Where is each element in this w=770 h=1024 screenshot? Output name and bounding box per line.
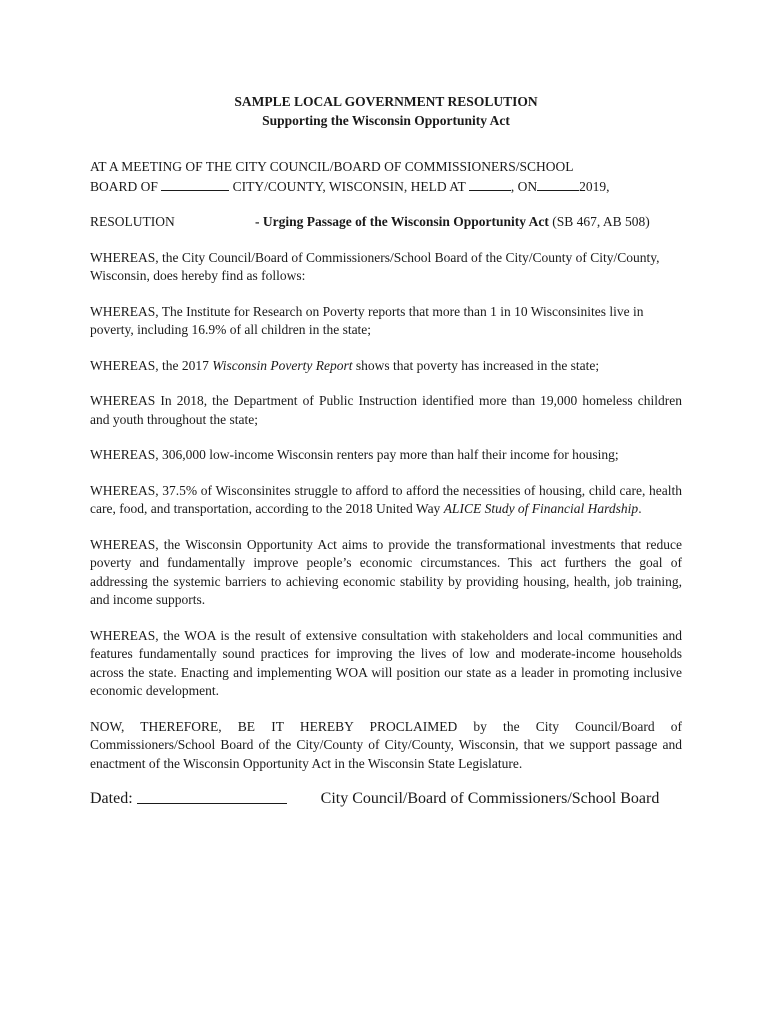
whereas-paragraph-2: WHEREAS, The Institute for Research on Poverty reports that more than 1 in 10 Wisconsinites live in poverty, including 16.9% of all children in the state; — [90, 303, 644, 337]
whereas-paragraph-5: WHEREAS, 306,000 low-income Wisconsin renters pay more than half their income for housing; — [90, 447, 619, 462]
whereas-3-end: shows that poverty has increased in the state; — [355, 357, 600, 373]
board-name-blank — [161, 177, 229, 191]
signature-line — [90, 790, 682, 808]
meeting-line-1: AT A MEETING OF THE CITY COUNCIL/BOARD OF COMMISSIONERS/SCHOOL — [90, 159, 574, 174]
resolution-label: RESOLUTION — [90, 214, 175, 229]
whereas-paragraph-8: WHEREAS, the WOA is the result of extensive consultation with stakeholders and local communities and features fundamentally sound practices for improving the lives of low and moderate-income households across the state. Enacting and implementing WOA will position our state as a leader in promoting inclusive economic development. — [90, 627, 682, 698]
resolution-bills: (SB 467, AB 508) — [552, 214, 650, 229]
whereas-3-start: WHEREAS, the 2017 — [90, 357, 209, 373]
meeting-line-2a: BOARD OF — [90, 178, 158, 194]
whereas-6-end: . — [638, 501, 642, 516]
poverty-report-title: Wisconsin Poverty Report — [212, 357, 353, 373]
resolution-title: - Urging Passage of the Wisconsin Opportunity Act — [255, 214, 549, 229]
whereas-6-start: WHEREAS, 37.5% of Wisconsinites struggle to afford to afford the necessities of housing, child care, health care, food, and transportation, according to the 2018 United Way — [90, 482, 682, 516]
dated-blank — [137, 790, 287, 804]
meeting-line-2b: CITY/COUNTY, WISCONSIN, HELD AT — [232, 178, 466, 194]
whereas-paragraph-1: WHEREAS, the City Council/Board of Commissioners/School Board of the City/County of City/County, Wisconsin, does hereby find as follows: — [90, 249, 660, 283]
proclamation-paragraph: NOW, THEREFORE, BE IT HEREBY PROCLAIMED by the City Council/Board of Commissioners/School Board of the City/County of City/County, Wisconsin, that we support passage and enactment of the Wisconsin Opportunity Act in the Wisconsin State Legislature. — [90, 718, 682, 771]
document-subtitle: Supporting the Wisconsin Opportunity Act — [262, 113, 510, 128]
meeting-statement — [90, 158, 682, 196]
meeting-line-2c: , ON — [510, 178, 538, 194]
whereas-paragraph-4: WHEREAS In 2018, the Department of Public Instruction identified more than 19,000 homeless children and youth throughout the state; — [90, 393, 682, 427]
whereas-paragraph-3 — [90, 357, 682, 376]
date-blank — [537, 177, 579, 191]
whereas-paragraph-6 — [90, 482, 682, 519]
alice-study-title: ALICE Study of Financial Hardship — [443, 501, 639, 516]
document-page — [90, 92, 682, 808]
dated-label: Dated: — [90, 790, 133, 807]
document-title: SAMPLE LOCAL GOVERNMENT RESOLUTION — [234, 94, 538, 109]
signing-body: City Council/Board of Commissioners/School Board — [320, 790, 660, 807]
location-blank — [469, 177, 511, 191]
resolution-heading — [90, 213, 682, 232]
meeting-line-2d: 2019, — [579, 178, 610, 194]
whereas-paragraph-7: WHEREAS, the Wisconsin Opportunity Act aims to provide the transformational investments that reduce poverty and fundamentally improve people’s economic circumstances. This act furthers the goal of addressing the systemic barriers to achieving economic stability by providing housing, health, job training, and income supports. — [90, 536, 682, 607]
